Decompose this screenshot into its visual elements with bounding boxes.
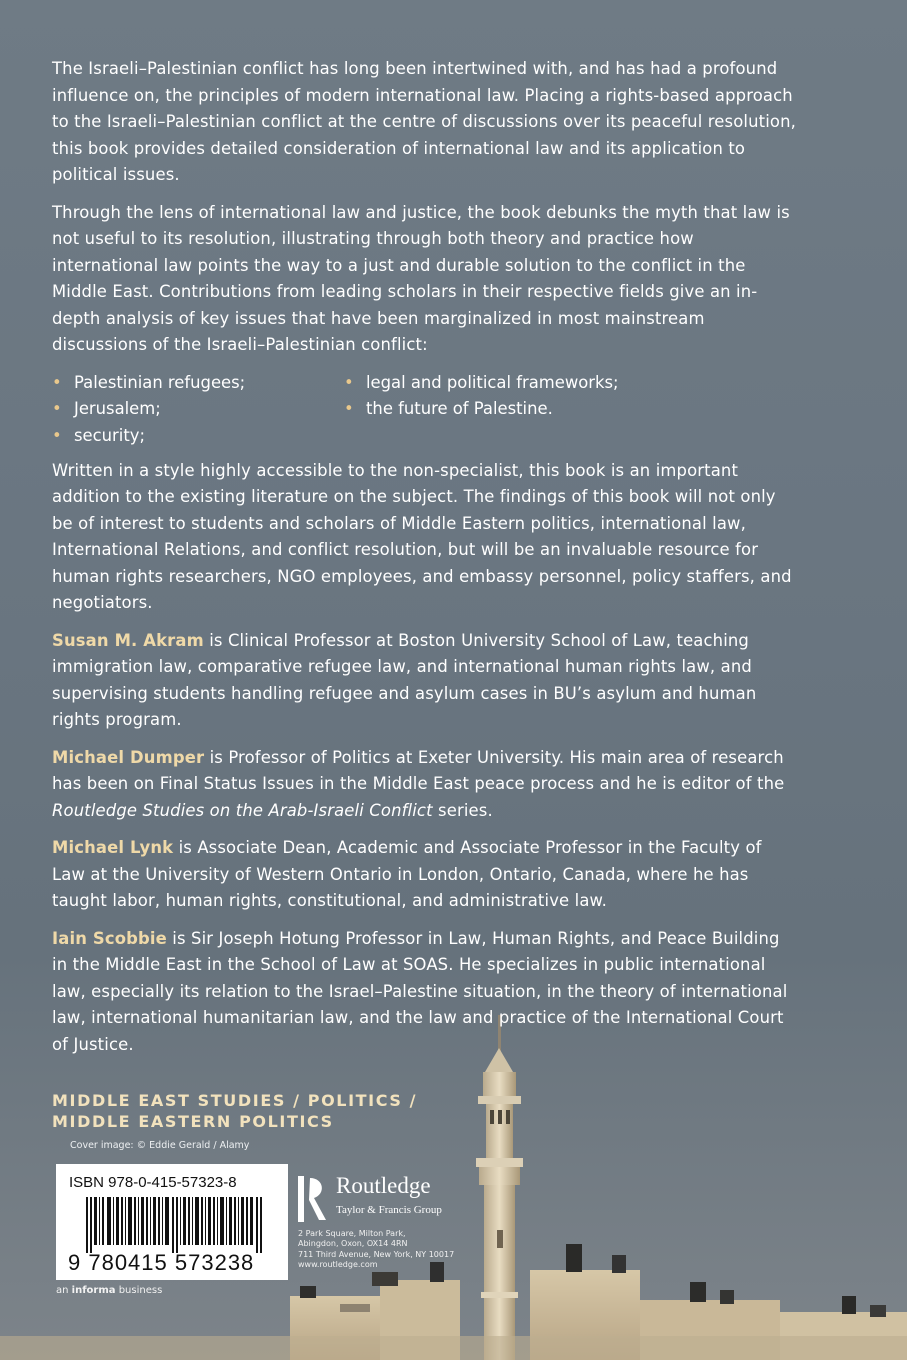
publisher-name: Routledge xyxy=(336,1173,431,1198)
author-bio-lynk xyxy=(52,835,797,915)
author-bio-scobbie xyxy=(52,926,797,1059)
blurb-paragraph-3: Written in a style highly accessible to the non-specialist, this book is an important addition to the existing literature on the subject. The findings of this book will not only be of interest to students and scholars of Middle Eastern politics, international law, International Relations, and conflict resolution, but will be an invaluable resource for human rights researchers, NGO employees, and embassy personnel, policy staffers, and negotiators. xyxy=(52,460,792,612)
author-bio-dumper xyxy=(52,745,797,825)
key-issues-right-column xyxy=(344,370,619,423)
informa-business-tagline xyxy=(56,1285,162,1296)
routledge-logo-icon xyxy=(298,1176,328,1222)
author-bio-text-end: series. xyxy=(432,800,493,820)
list-item xyxy=(52,423,245,450)
author-bio-text: is Clinical Professor at Boston University School of Law, teaching immigration law, comparative refugee law, and international human rights law, and supervising students handling refugee and asylum cases in BU’s asylum and human rights program. xyxy=(52,630,757,729)
blurb-text-column xyxy=(52,56,797,1069)
author-name: Iain Scobbie xyxy=(52,928,167,948)
water-tank-1 xyxy=(566,1244,582,1272)
address-line: 2 Park Square, Milton Park, xyxy=(298,1229,406,1238)
subject-line-1: MIDDLE EAST STUDIES / POLITICS / xyxy=(52,1091,418,1110)
list-item xyxy=(52,370,245,397)
publisher-group: Taylor & Francis Group xyxy=(336,1204,442,1216)
bullet-icon: • xyxy=(52,399,62,418)
author-name: Susan M. Akram xyxy=(52,630,204,650)
blurb-paragraph-2: Through the lens of international law and justice, the book debunks the myth that law is not useful to its resolution, illustrating through both theory and practice how international law points the way to a just and durable solution to the conflict in the Middle East. Contributions from leading scholars in their respective fields give an in-depth analysis of key issues that have been marginalized in most mainstream discussions of the Israeli–Palestinian conflict: xyxy=(52,202,790,354)
subject-category xyxy=(52,1091,472,1132)
list-item xyxy=(344,396,619,423)
author-bio-text: is Sir Joseph Hotung Professor in Law, Human Rights, and Peace Building in the Middle East in the School of Law at SOAS. He specializes in public international law, especially its relation to the Israel–Palestine situation, in the theory of international law, international humanitarian law, and the law and practice of the International Court of Justice. xyxy=(52,928,788,1054)
bullet-icon: • xyxy=(52,425,62,445)
list-item xyxy=(344,370,619,397)
bullet-icon: • xyxy=(344,399,354,418)
informa-prefix: an xyxy=(56,1285,72,1296)
barcode-number: 9 780415 573238 xyxy=(68,1250,255,1275)
minaret-top-gallery xyxy=(483,1072,516,1098)
publisher-website: www.routledge.com xyxy=(298,1260,378,1270)
minaret-balcony xyxy=(479,1167,520,1185)
list-item-text: legal and political frameworks; xyxy=(366,372,619,392)
list-item-text: Palestinian refugees; xyxy=(74,372,246,392)
list-item-text: the future of Palestine. xyxy=(366,399,553,418)
informa-brand: informa xyxy=(71,1285,116,1296)
author-bio-text: is Professor of Politics at Exeter University. His main area of research has been on Final Status Issues in the Middle East peace process and he is editor of the xyxy=(52,747,785,793)
list-item xyxy=(52,396,245,423)
author-name: Michael Dumper xyxy=(52,747,205,767)
bullet-icon: • xyxy=(344,372,354,392)
bullet-icon: • xyxy=(52,372,62,392)
address-line: 711 Third Avenue, New York, NY 10017 xyxy=(298,1249,455,1259)
list-item-text: Jerusalem; xyxy=(74,399,161,418)
barcode-icon xyxy=(86,1197,266,1253)
minaret-lower-shaft xyxy=(484,1185,515,1360)
series-title: Routledge Studies on the Arab-Israeli Conflict xyxy=(52,800,433,820)
informa-suffix: business xyxy=(115,1285,163,1296)
author-name: Michael Lynk xyxy=(52,838,174,857)
key-issues-left-column xyxy=(52,370,245,450)
subject-line-2: MIDDLE EASTERN POLITICS xyxy=(52,1111,334,1131)
blurb-paragraph-1: The Israeli–Palestinian conflict has long been intertwined with, and has had a profound influence on, the principles of modern international law. Placing a rights-based approach to the Israeli–Palestinian conflict at the centre of discussions over its peaceful resolution, this book provides detailed consideration of international law and its application to political issues. xyxy=(52,59,797,184)
publisher-address xyxy=(298,1229,454,1271)
isbn-barcode-box xyxy=(56,1164,288,1280)
list-item-text: security; xyxy=(74,425,145,445)
address-line: Abingdon, Oxon, OX14 4RN xyxy=(298,1239,408,1249)
cover-image-credit: Cover image: © Eddie Gerald / Alamy xyxy=(70,1140,250,1151)
author-bio-text: is Associate Dean, Academic and Associate Professor in the Faculty of Law at the University of Western Ontario in London, Ontario, Canada, where he has taught labor, human rights, constitutional, and administrative law. xyxy=(52,838,762,910)
isbn-label: ISBN 978-0-415-57323-8 xyxy=(69,1174,237,1191)
author-bio-akram xyxy=(52,628,797,734)
key-issues-list xyxy=(52,370,797,448)
